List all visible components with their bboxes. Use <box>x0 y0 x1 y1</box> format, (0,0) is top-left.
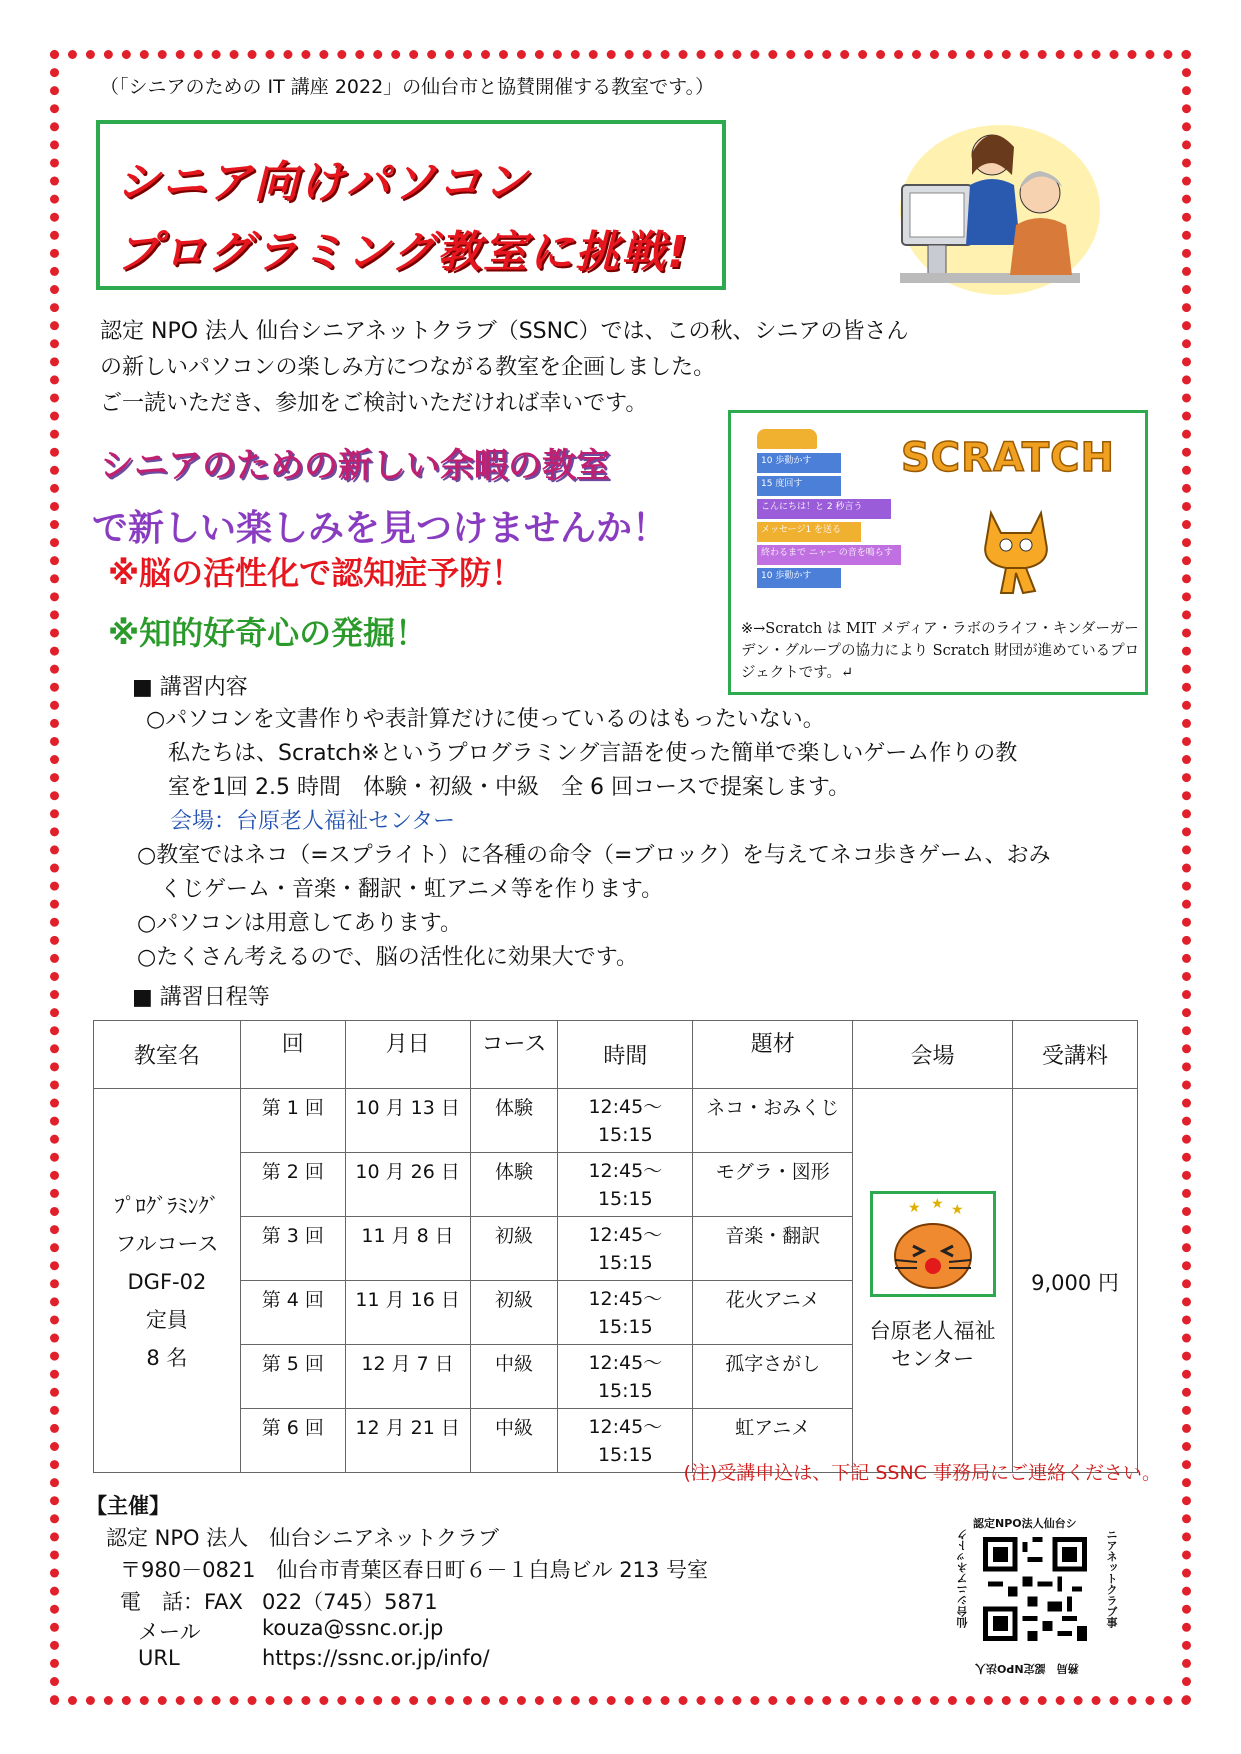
date-cell: 11 月 16 日 <box>345 1281 470 1345</box>
topic-cell: ネコ・おみくじ <box>693 1089 853 1153</box>
content-line-2: 私たちは、Scratch※というプログラミング言語を使った簡単で楽しいゲーム作りの教 <box>168 741 1018 766</box>
round-cell: 第 3 回 <box>240 1217 345 1281</box>
catch-line-1: シニアのための新しい余暇の教室 <box>100 446 610 486</box>
time-cell <box>558 1089 693 1153</box>
content-line-1: ○パソコンを文書作りや表計算だけに使っているのはもったいない。 <box>146 707 825 732</box>
course-name-line: ﾌﾟﾛｸﾞﾗﾐﾝｸﾞ <box>114 1194 220 1218</box>
qr-label-right: ニアネットクラブ事 <box>1105 1529 1118 1628</box>
scratch-block: 10 歩動かす <box>757 568 841 588</box>
header-class-name: 教室名 <box>94 1021 241 1089</box>
svg-text:★: ★ <box>950 1202 964 1218</box>
lead-line-1: 認定 NPO 法人 仙台シニアネットクラブ（SSNC）では、この秋、シニアの皆さん <box>100 319 909 344</box>
schedule-table <box>93 1020 1138 1473</box>
course-cell: 初級 <box>470 1217 558 1281</box>
scratch-block: 終わるまで ニャー の音を鳴らす <box>757 545 901 565</box>
topic-cell: 孤字さがし <box>693 1345 853 1409</box>
scratch-logo: SCRATCH <box>901 435 1115 481</box>
organizer-name: 認定 NPO 法人 仙台シニアネットクラブ <box>106 1526 499 1550</box>
time-end: 15:15 <box>597 1380 653 1402</box>
course-name-line: フルコース <box>115 1232 219 1256</box>
organizer-url-label: URL <box>138 1646 180 1670</box>
time-end: 15:15 <box>597 1188 653 1210</box>
scratch-block: メッセージ1 を送る <box>757 522 861 542</box>
section-heading-content: ■ 講習内容 <box>132 675 248 700</box>
scratch-cat-icon <box>961 493 1071 607</box>
time-cell <box>558 1281 693 1345</box>
time-start: 12:45～ <box>588 1224 663 1246</box>
date-cell: 11 月 8 日 <box>345 1217 470 1281</box>
table-row <box>94 1089 1138 1153</box>
qr-label-bottom: 務局 認定NPO法人 <box>975 1662 1079 1675</box>
content-line-7: ○たくさん考えるので、脳の活性化に効果大です。 <box>137 945 638 970</box>
round-cell: 第 4 回 <box>240 1281 345 1345</box>
qr-code-icon[interactable] <box>983 1537 1087 1645</box>
course-cell: 中級 <box>470 1345 558 1409</box>
course-name-line: 8 名 <box>146 1346 188 1370</box>
organizer-phone: 022（745）5871 <box>262 1590 438 1614</box>
date-cell: 10 月 26 日 <box>345 1153 470 1217</box>
course-cell: 体験 <box>470 1089 558 1153</box>
title-line-2: プログラミング教室に挑戦! <box>116 227 690 278</box>
time-end: 15:15 <box>597 1444 653 1466</box>
header-course: コース <box>470 1021 558 1089</box>
content-line-3: 室を1回 2.5 時間 体験・初級・中級 全 6 回コースで提案します。 <box>168 775 851 800</box>
time-cell <box>558 1153 693 1217</box>
catch-line-4: ※知的好奇心の発掘！ <box>108 614 428 652</box>
qr-label-top: 認定NPO法人仙台シ <box>973 1517 1077 1530</box>
topic-cell: 花火アニメ <box>693 1281 853 1345</box>
organizer-address: 〒980－0821 仙台市青葉区春日町６－１白鳥ビル 213 号室 <box>120 1558 708 1582</box>
course-cell: 体験 <box>470 1153 558 1217</box>
time-start: 12:45～ <box>588 1352 663 1374</box>
course-name-cell <box>94 1089 241 1473</box>
section-heading-schedule: ■ 講習日程等 <box>132 985 270 1010</box>
svg-text:★: ★ <box>930 1196 944 1212</box>
organizer-mail[interactable]: kouza@ssnc.or.jp <box>262 1616 444 1640</box>
header-time: 時間 <box>558 1021 693 1089</box>
date-cell: 10 月 13 日 <box>345 1089 470 1153</box>
organizer-url[interactable]: https://ssnc.or.jp/info/ <box>262 1646 490 1670</box>
intro-note: （「シニアのための IT 講座 2022」の仙台市と協賛開催する教室です。） <box>100 76 715 98</box>
topic-cell: 虹アニメ <box>693 1409 853 1473</box>
date-cell: 12 月 21 日 <box>345 1409 470 1473</box>
time-start: 12:45～ <box>588 1160 663 1182</box>
course-name-line: 定員 <box>145 1308 188 1332</box>
lead-line-3: ご一読いただき、参加をご検討いただければ幸いです。 <box>100 391 648 416</box>
time-end: 15:15 <box>597 1124 653 1146</box>
catch-line-2: で新しい楽しみを見つけませんか！ <box>92 508 669 549</box>
time-cell <box>558 1345 693 1409</box>
scratch-block: こんにちは！と 2 秒言う <box>757 499 891 519</box>
qr-label-left: 仙台シニアネットク <box>956 1529 969 1628</box>
time-end: 15:15 <box>597 1316 653 1338</box>
time-cell <box>558 1409 693 1473</box>
topic-cell: モグラ・図形 <box>693 1153 853 1217</box>
mole-mascot-icon <box>870 1191 996 1297</box>
application-note: (注)受講申込は、下記 SSNC 事務局にご連絡ください。 <box>683 1462 1161 1484</box>
header-fee: 受講料 <box>1013 1021 1138 1089</box>
title-line-1: シニア向けパソコン <box>116 157 530 208</box>
content-line-6: ○パソコンは用意してあります。 <box>137 911 462 936</box>
course-cell: 中級 <box>470 1409 558 1473</box>
time-start: 12:45～ <box>588 1288 663 1310</box>
time-end: 15:15 <box>597 1252 653 1274</box>
topic-cell: 音楽・翻訳 <box>693 1217 853 1281</box>
time-start: 12:45～ <box>588 1096 663 1118</box>
venue-line: 会場：台原老人福祉センター <box>170 809 456 834</box>
header-topic: 題材 <box>693 1021 853 1089</box>
venue-name-line-1: 台原老人福祉 <box>869 1319 996 1343</box>
round-cell: 第 2 回 <box>240 1153 345 1217</box>
course-name-line: DGF-02 <box>127 1270 207 1294</box>
round-cell: 第 5 回 <box>240 1345 345 1409</box>
course-cell: 初級 <box>470 1281 558 1345</box>
scratch-footnote: ※→Scratch は MIT メディア・ラボのライフ・キンダーガーデン・グループの協力により Scratch 財団が進めているプロジェクトです。↵ <box>741 621 1140 681</box>
lead-line-2: の新しいパソコンの楽しみ方につながる教室を企画しました。 <box>100 355 716 380</box>
organizer-mail-label: メール <box>138 1620 201 1644</box>
date-cell: 12 月 7 日 <box>345 1345 470 1409</box>
title-box <box>96 120 726 290</box>
time-start: 12:45～ <box>588 1416 663 1438</box>
scratch-info-box <box>728 410 1148 695</box>
fee-cell: 9,000 円 <box>1013 1089 1138 1473</box>
organizer-phone-label: 電 話：FAX <box>120 1590 243 1614</box>
organizer-heading: 【主催】 <box>86 1494 170 1518</box>
round-cell: 第 6 回 <box>240 1409 345 1473</box>
scratch-block: 15 度回す <box>757 476 841 496</box>
catch-line-3: ※脳の活性化で認知症予防！ <box>108 554 524 592</box>
venue-name-line-2: センター <box>890 1347 975 1371</box>
content-line-5: くじゲーム・音楽・翻訳・虹アニメ等を作ります。 <box>160 877 664 902</box>
venue-cell <box>853 1089 1013 1473</box>
svg-text:★: ★ <box>907 1200 921 1216</box>
header-round: 回 <box>240 1021 345 1089</box>
teacher-student-illustration <box>880 115 1100 305</box>
scratch-code-blocks <box>757 429 907 609</box>
table-header-row <box>94 1021 1138 1089</box>
time-cell <box>558 1217 693 1281</box>
header-date: 月日 <box>345 1021 470 1089</box>
header-venue: 会場 <box>853 1021 1013 1089</box>
scratch-block: 10 歩動かす <box>757 453 841 473</box>
qr-code-block <box>955 1515 1118 1675</box>
content-line-4: ○教室ではネコ（=スプライト）に各種の命令（=ブロック）を与えてネコ歩きゲーム、おみ <box>137 843 1051 868</box>
round-cell: 第 1 回 <box>240 1089 345 1153</box>
